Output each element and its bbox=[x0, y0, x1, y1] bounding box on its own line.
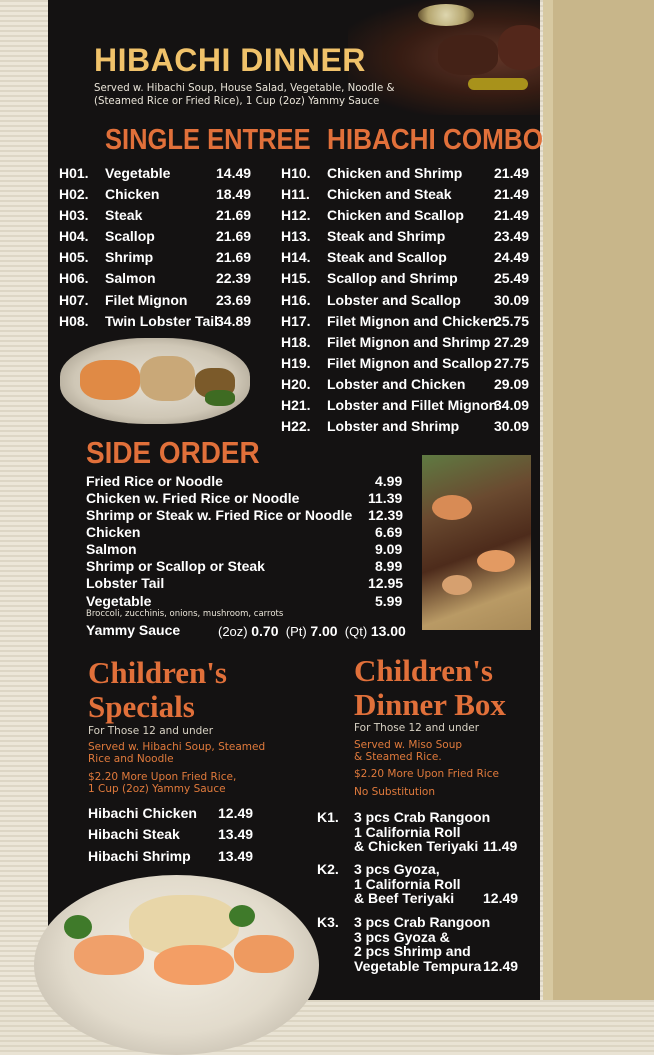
list-item: Lobster Tail bbox=[86, 575, 165, 591]
list-item: H03. Steak 21.69 bbox=[59, 207, 252, 223]
item-price: 8.99 bbox=[375, 558, 403, 574]
left-background-strip bbox=[0, 0, 48, 1000]
single-entree-heading: SINGLE ENTREE bbox=[105, 124, 311, 156]
list-item: H19. Filet Mignon and Scallop 27.75 bbox=[281, 355, 530, 371]
dinner-box-no-substitution: No Substitution bbox=[354, 786, 435, 798]
right-background-strip bbox=[553, 0, 654, 1000]
list-item: H22. Lobster and Shrimp 30.09 bbox=[281, 418, 530, 434]
list-item: Salmon bbox=[86, 541, 137, 557]
list-item: H14. Steak and Scallop 24.49 bbox=[281, 249, 530, 265]
list-item: Shrimp or Steak w. Fried Rice or Noodle bbox=[86, 507, 353, 523]
list-item: H13. Steak and Shrimp 23.49 bbox=[281, 228, 530, 244]
yammy-sauce-label: Yammy Sauce bbox=[86, 622, 181, 638]
tan-divider-strip bbox=[543, 0, 553, 1000]
list-item: Chicken bbox=[86, 524, 141, 540]
list-item: H17. Filet Mignon and Chicken 25.75 bbox=[281, 313, 530, 329]
dinner-box-extra: $2.20 More Upon Fried Rice bbox=[354, 768, 499, 780]
list-item: Hibachi Shrimp 13.49 bbox=[88, 848, 254, 864]
list-item: H01. Vegetable 14.49 bbox=[59, 165, 252, 181]
shrimp-scallop-plate-photo bbox=[60, 338, 250, 424]
childrens-specials-extra: $2.20 More Upon Fried Rice, 1 Cup (2oz) Yammy Sauce bbox=[88, 771, 237, 795]
list-item: H20. Lobster and Chicken 29.09 bbox=[281, 376, 530, 392]
list-item: H10. Chicken and Shrimp 21.49 bbox=[281, 165, 530, 181]
list-item: Fried Rice or Noodle bbox=[86, 473, 223, 489]
dinner-box-age-note: For Those 12 and under bbox=[354, 722, 480, 734]
page-title: HIBACHI DINNER bbox=[94, 42, 366, 78]
yammy-sauce-prices: (2oz) 0.70 (Pt) 7.00 (Qt) 13.00 bbox=[218, 623, 406, 639]
list-item: Vegetable bbox=[86, 593, 152, 609]
dinner-box-served: Served w. Miso Soup & Steamed Rice. bbox=[354, 739, 463, 763]
item-price: 4.99 bbox=[375, 473, 403, 489]
page-subtitle: Served w. Hibachi Soup, House Salad, Vegetable, Noodle & (Steamed Rice or Fried Rice), 1 Cup (2oz) Yammy Sauce bbox=[94, 83, 395, 107]
item-price: 12.95 bbox=[368, 575, 404, 591]
list-item: H12. Chicken and Scallop 21.49 bbox=[281, 207, 530, 223]
list-item: H02. Chicken 18.49 bbox=[59, 186, 252, 202]
childrens-specials-served: Served w. Hibachi Soup, Steamed Rice and Noodle bbox=[88, 741, 266, 765]
side-order-heading: SIDE ORDER bbox=[86, 435, 260, 470]
list-item: H04. Scallop 21.69 bbox=[59, 228, 252, 244]
list-item: H15. Scallop and Shrimp 25.49 bbox=[281, 270, 530, 286]
list-item: Chicken w. Fried Rice or Noodle bbox=[86, 490, 300, 506]
list-item: H05. Shrimp 21.69 bbox=[59, 249, 252, 265]
list-item: H18. Filet Mignon and Shrimp 27.29 bbox=[281, 334, 530, 350]
steak-shrimp-rice-photo bbox=[422, 455, 531, 630]
list-item: Hibachi Steak 13.49 bbox=[88, 826, 254, 842]
list-item: Shrimp or Scallop or Steak bbox=[86, 558, 265, 574]
item-price: 11.39 bbox=[368, 490, 403, 506]
item-price: 6.69 bbox=[375, 524, 403, 540]
item-price: 5.99 bbox=[375, 593, 403, 609]
list-item: H08. Twin Lobster Tail 34.89 bbox=[59, 313, 252, 329]
hibachi-combo-heading: HIBACHI COMBO bbox=[327, 124, 544, 156]
shrimp-fried-rice-photo bbox=[34, 875, 319, 1055]
item-price: 9.09 bbox=[375, 541, 403, 557]
list-item: H16. Lobster and Scallop 30.09 bbox=[281, 292, 530, 308]
childrens-specials-age-note: For Those 12 and under bbox=[88, 725, 214, 737]
list-item: Hibachi Chicken 12.49 bbox=[88, 805, 254, 821]
list-item: H07. Filet Mignon 23.69 bbox=[59, 292, 252, 308]
vegetable-note: Broccoli, zucchinis, onions, mushroom, carrots bbox=[86, 609, 284, 619]
list-item: H06. Salmon 22.39 bbox=[59, 270, 252, 286]
childrens-specials-heading: Children's Specials bbox=[88, 655, 227, 724]
list-item: H11. Chicken and Steak 21.49 bbox=[281, 186, 530, 202]
childrens-dinner-box-heading: Children's Dinner Box bbox=[354, 653, 506, 722]
item-price: 12.39 bbox=[368, 507, 404, 523]
list-item: H21. Lobster and Fillet Mignon 34.09 bbox=[281, 397, 530, 413]
